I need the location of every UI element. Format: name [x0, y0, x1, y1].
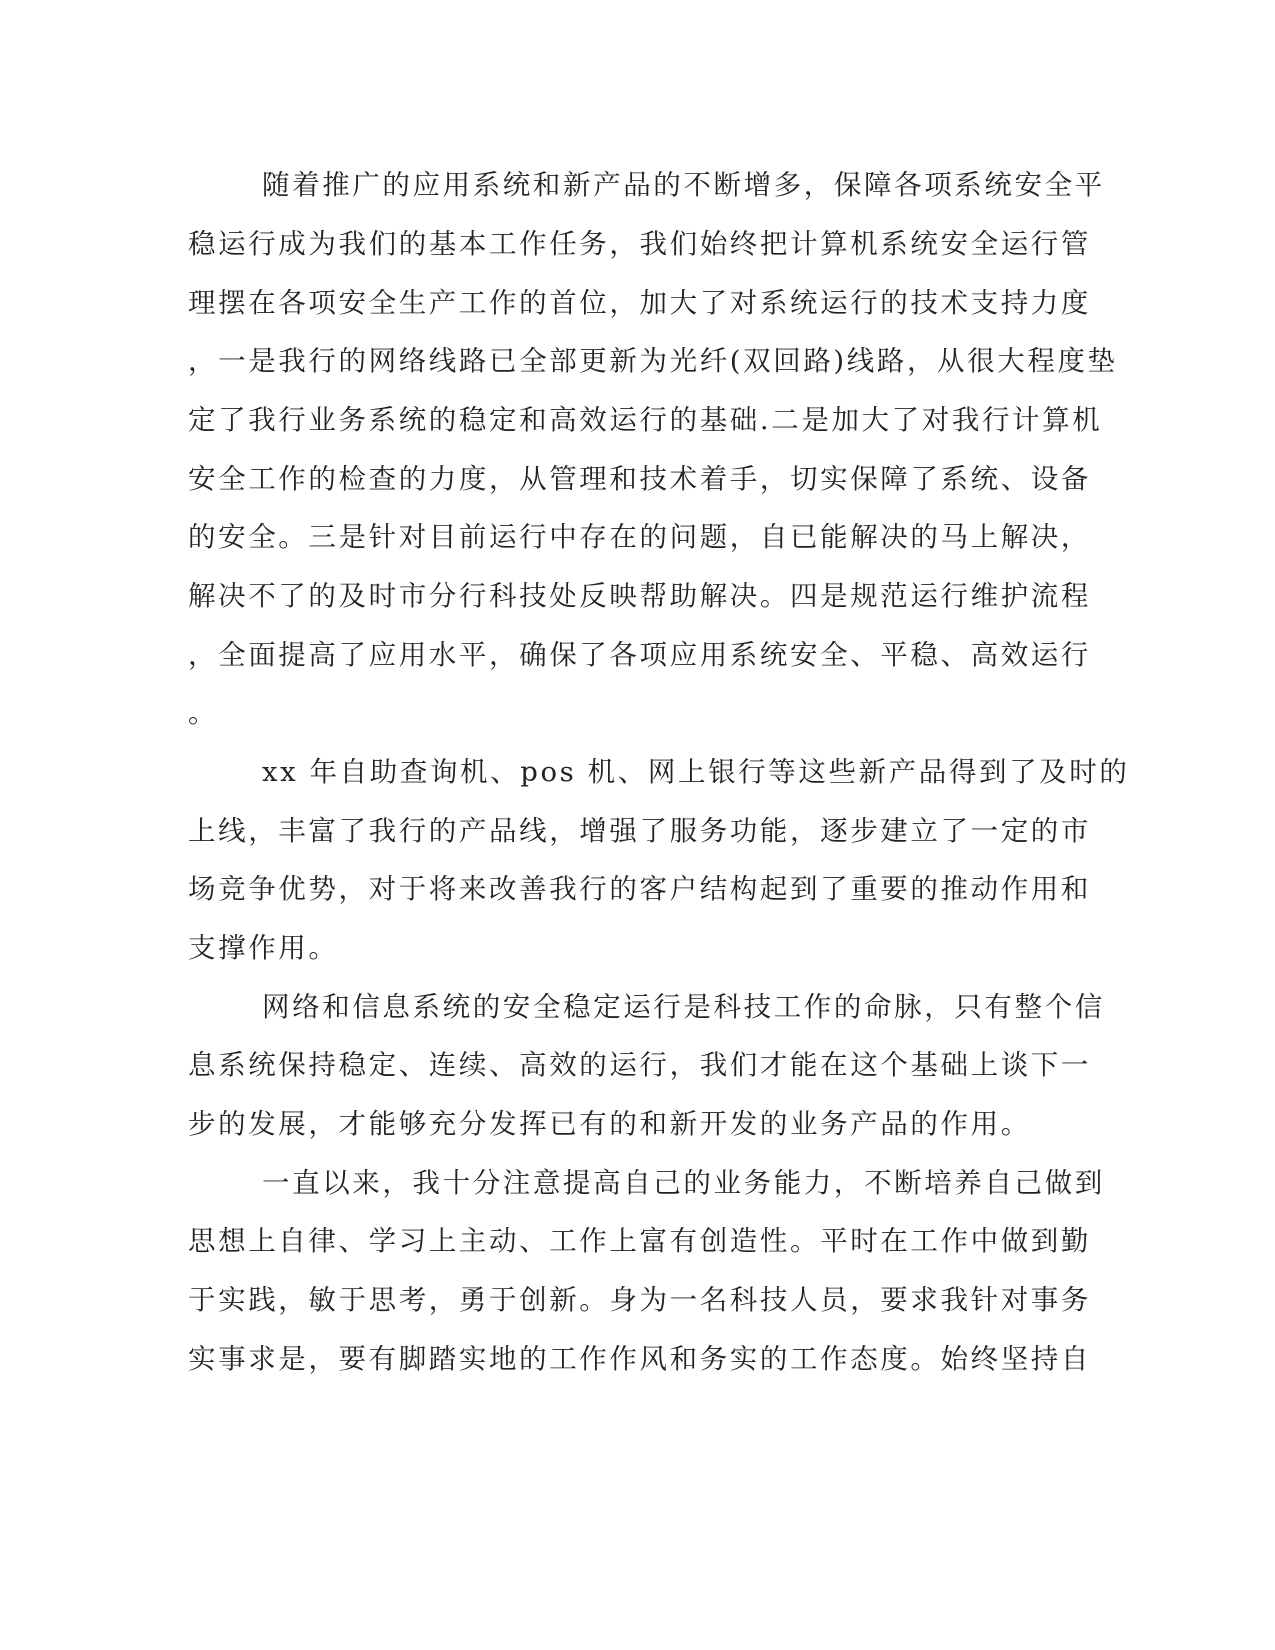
text-line: 息系统保持稳定、连续、高效的运行，我们才能在这个基础上谈下一 [188, 1049, 1091, 1081]
text-line: 网络和信息系统的安全稳定运行是科技工作的命脉，只有整个信 [262, 991, 1105, 1023]
text-line: 思想上自律、学习上主动、工作上富有创造性。平时在工作中做到勤 [188, 1225, 1091, 1257]
text-line: 随着推广的应用系统和新产品的不断增多，保障各项系统安全平 [262, 169, 1105, 201]
text-line: ，全面提高了应用水平，确保了各项应用系统安全、平稳、高效运行 [188, 639, 1091, 671]
text-line: xx 年自助查询机、pos 机、网上银行等这些新产品得到了及时的 [262, 756, 1130, 788]
text-line: 支撑作用。 [188, 932, 339, 964]
text-line: 的安全。三是针对目前运行中存在的问题，自已能解决的马上解决， [188, 521, 1091, 553]
text-line: 解决不了的及时市分行科技处反映帮助解决。四是规范运行维护流程 [188, 580, 1091, 612]
text-line: 稳运行成为我们的基本工作任务，我们始终把计算机系统安全运行管 [188, 228, 1091, 260]
text-line: 实事求是，要有脚踏实地的工作作风和务实的工作态度。始终坚持自 [188, 1343, 1091, 1375]
text-line: 。 [188, 697, 219, 729]
text-line: 步的发展，才能够充分发挥已有的和新开发的业务产品的作用。 [188, 1108, 1031, 1140]
text-line: 上线，丰富了我行的产品线，增强了服务功能，逐步建立了一定的市 [188, 815, 1091, 847]
text-line: 场竞争优势，对于将来改善我行的客户结构起到了重要的推动作用和 [188, 873, 1091, 905]
text-line: 于实践，敏于思考，勇于创新。身为一名科技人员，要求我针对事务 [188, 1284, 1091, 1316]
text-line: 理摆在各项安全生产工作的首位，加大了对系统运行的技术支持力度 [188, 287, 1091, 319]
text-line: 安全工作的检查的力度，从管理和技术着手，切实保障了系统、设备 [188, 463, 1091, 495]
text-line: 定了我行业务系统的稳定和高效运行的基础.二是加大了对我行计算机 [188, 404, 1103, 436]
text-line: 一直以来，我十分注意提高自己的业务能力，不断培养自己做到 [262, 1167, 1105, 1199]
text-line: ，一是我行的网络线路已全部更新为光纤(双回路)线路，从很大程度垫 [188, 345, 1118, 377]
